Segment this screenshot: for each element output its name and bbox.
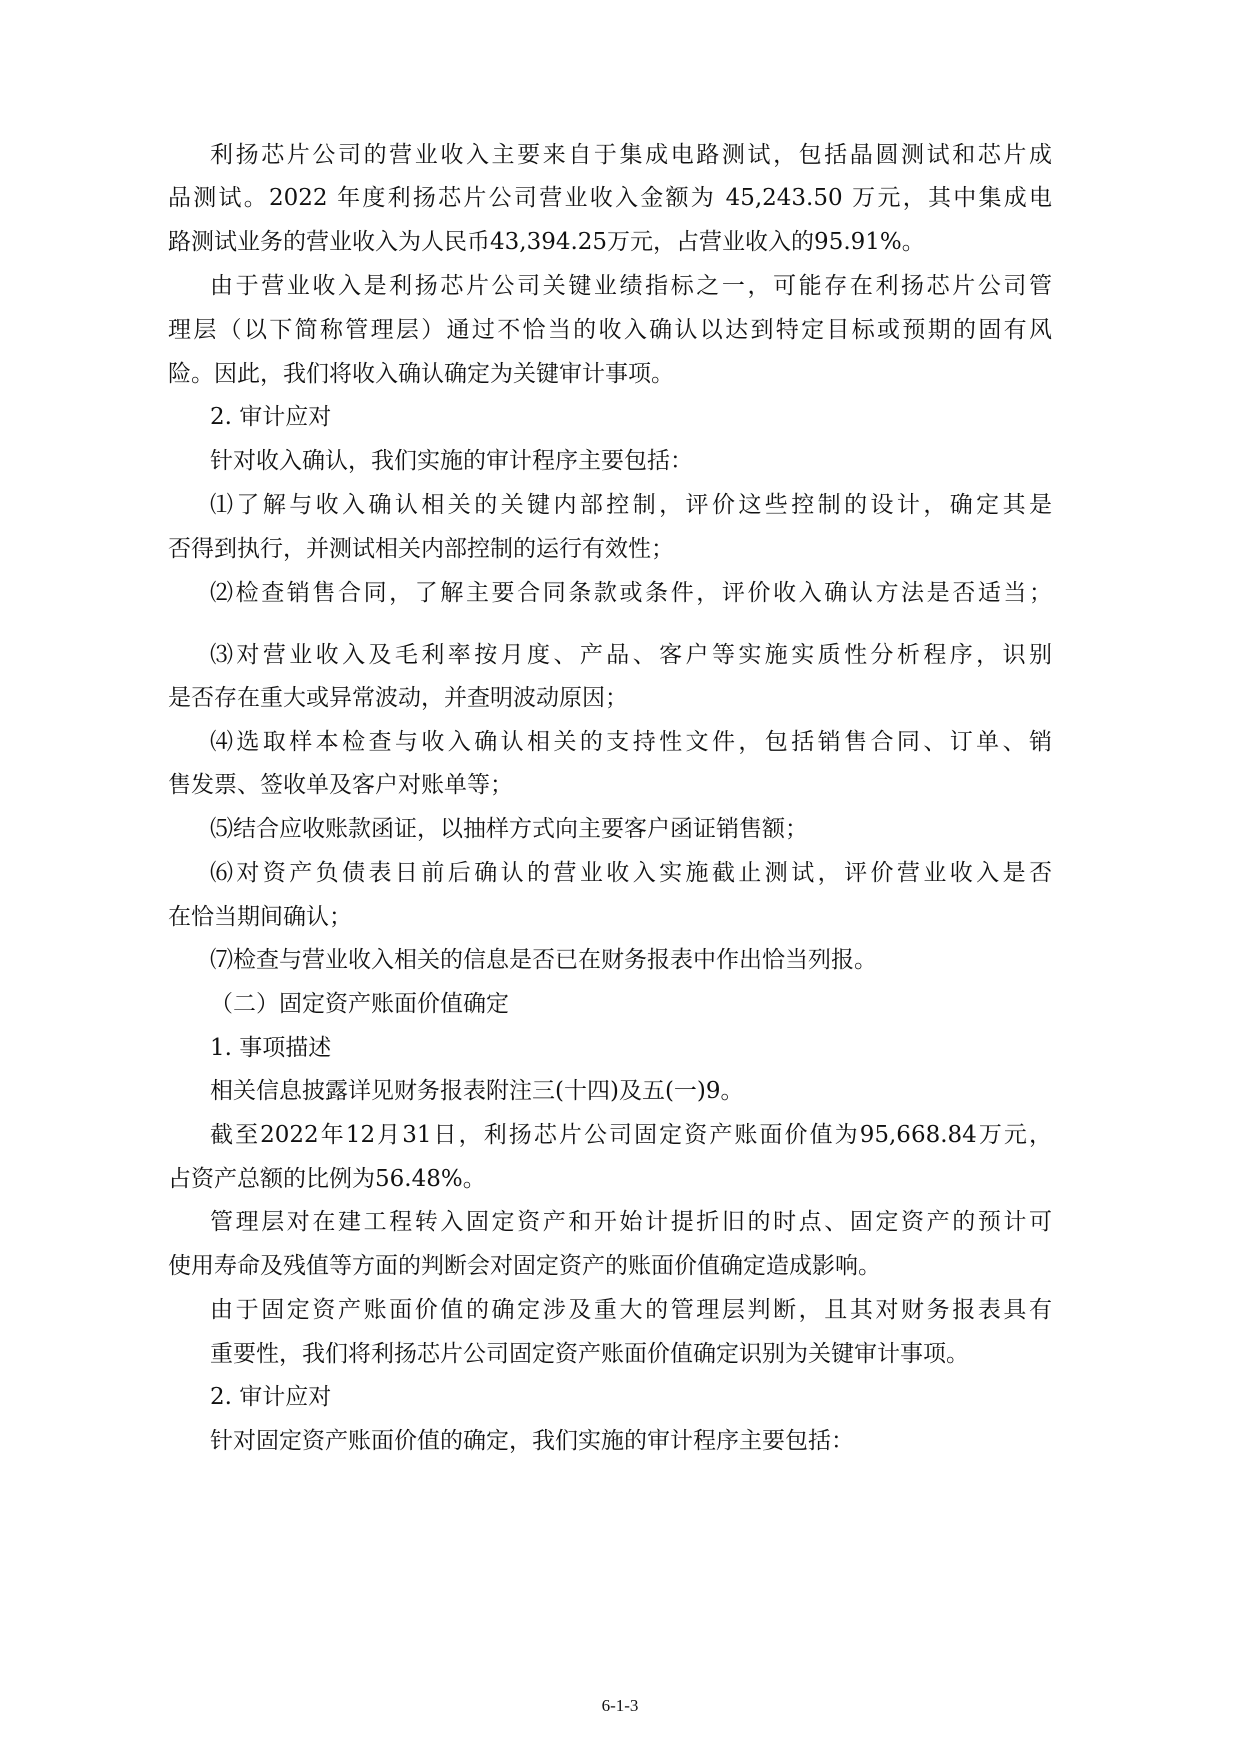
list-item-line: ⑶对营业收入及毛利率按月度、产品、客户等实施实质性分析程序，识别 xyxy=(210,642,1052,668)
section-heading: （二）固定资产账面价值确定 xyxy=(210,991,509,1017)
paragraph-line: 截至2022年12月31日，利扬芯片公司固定资产账面价值为95,668.84万元， xyxy=(210,1122,1052,1148)
paragraph-line: 由于营业收入是利扬芯片公司关键业绩指标之一，可能存在利扬芯片公司管 xyxy=(210,273,1052,299)
list-item-line: 否得到执行，并测试相关内部控制的运行有效性； xyxy=(168,536,674,562)
list-item-line: ⑴了解与收入确认相关的关键内部控制，评价这些控制的设计，确定其是 xyxy=(210,492,1052,518)
list-item-line: ⑺检查与营业收入相关的信息是否已在财务报表中作出恰当列报。 xyxy=(210,947,877,973)
paragraph-line: 利扬芯片公司的营业收入主要来自于集成电路测试，包括晶圆测试和芯片成 xyxy=(210,142,1052,168)
section-heading: 1. 事项描述 xyxy=(210,1035,332,1061)
paragraph-line: 理层（以下简称管理层）通过不恰当的收入确认以达到特定目标或预期的固有风 xyxy=(168,317,1052,343)
list-item-line: 售发票、签收单及客户对账单等； xyxy=(168,772,513,798)
section-heading: 2. 审计应对 xyxy=(210,1384,332,1410)
list-item-line: ⑹对资产负债表日前后确认的营业收入实施截止测试，评价营业收入是否 xyxy=(210,860,1052,886)
list-item-line: 是否存在重大或异常波动，并查明波动原因； xyxy=(168,685,628,711)
paragraph-line: 针对固定资产账面价值的确定，我们实施的审计程序主要包括： xyxy=(210,1428,854,1454)
paragraph-line: 相关信息披露详见财务报表附注三(十四)及五(一)9。 xyxy=(210,1078,744,1104)
list-item-line: ⑸结合应收账款函证，以抽样方式向主要客户函证销售额； xyxy=(210,816,808,842)
list-item-line: ⑷选取样本检查与收入确认相关的支持性文件，包括销售合同、订单、销 xyxy=(210,729,1052,755)
list-item-line: 在恰当期间确认； xyxy=(168,904,352,930)
paragraph-line: 险。因此，我们将收入确认确定为关键审计事项。 xyxy=(168,361,674,387)
list-item-line: ⑵检查销售合同，了解主要合同条款或条件，评价收入确认方法是否适当； xyxy=(210,580,1052,606)
paragraph-line: 占资产总额的比例为56.48%。 xyxy=(168,1166,486,1192)
paragraph-line: 使用寿命及残值等方面的判断会对固定资产的账面价值确定造成影响。 xyxy=(168,1253,881,1279)
paragraph-line: 重要性，我们将利扬芯片公司固定资产账面价值确定识别为关键审计事项。 xyxy=(210,1341,969,1367)
page-number: 6-1-3 xyxy=(601,1696,639,1715)
paragraph-line: 路测试业务的营业收入为人民币43,394.25万元，占营业收入的95.91%。 xyxy=(168,229,925,255)
section-heading: 2. 审计应对 xyxy=(210,404,332,430)
paragraph-line: 品测试。2022 年度利扬芯片公司营业收入金额为 45,243.50 万元，其中集成电 xyxy=(168,185,1052,211)
paragraph-line: 由于固定资产账面价值的确定涉及重大的管理层判断，且其对财务报表具有 xyxy=(210,1297,1052,1323)
paragraph-line: 针对收入确认，我们实施的审计程序主要包括： xyxy=(210,448,693,474)
paragraph-line: 管理层对在建工程转入固定资产和开始计提折旧的时点、固定资产的预计可 xyxy=(210,1209,1052,1235)
